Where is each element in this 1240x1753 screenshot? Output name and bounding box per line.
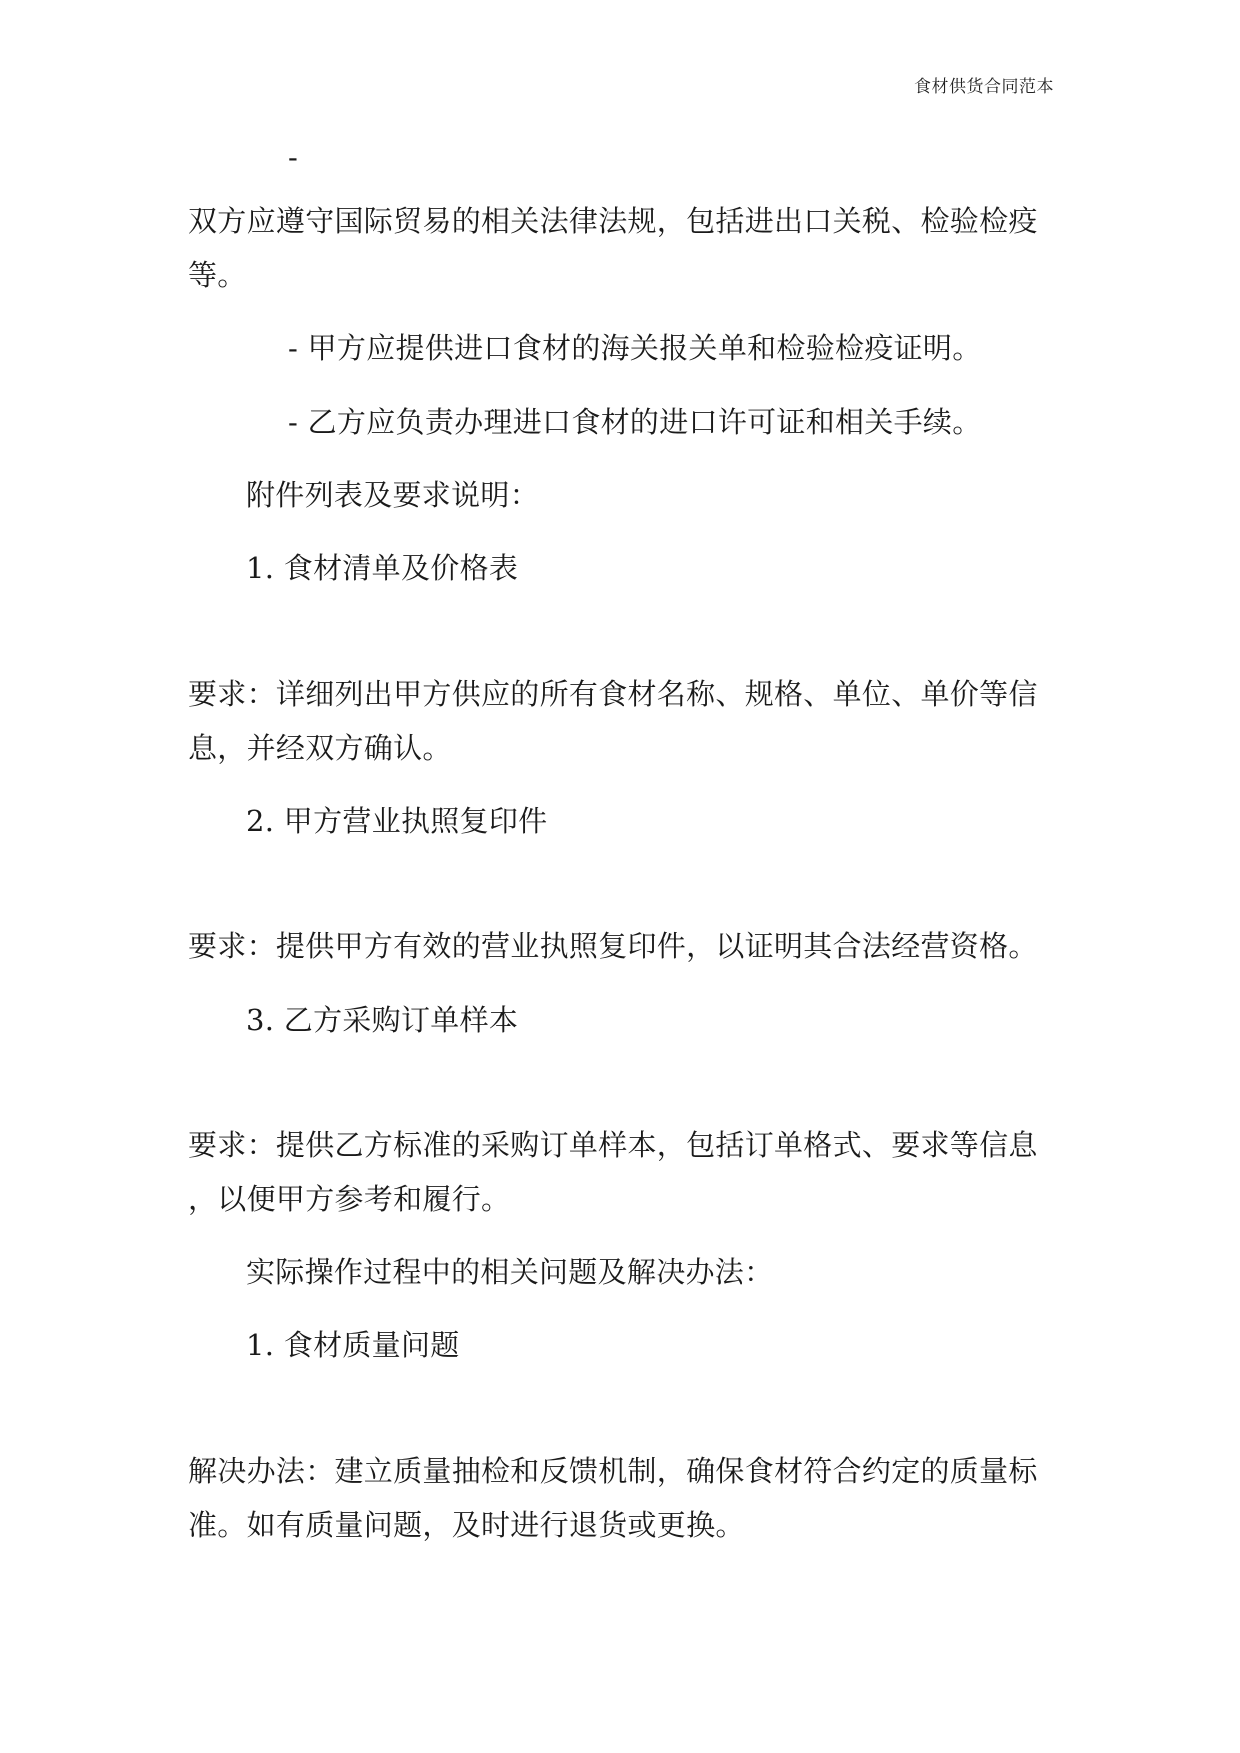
attachment-item-2: 2. 甲方营业执照复印件: [246, 804, 548, 838]
issue-item-1: 1. 食材质量问题: [246, 1328, 460, 1362]
attachment-1-requirement-line-2: 息，并经双方确认。: [188, 731, 452, 765]
attachment-item-1: 1. 食材清单及价格表: [246, 551, 519, 585]
issue-1-solution-line-2: 准。如有质量问题，及时进行退货或更换。: [188, 1508, 745, 1542]
attachment-1-requirement-line-1: 要求：详细列出甲方供应的所有食材名称、规格、单位、单价等信: [188, 677, 1038, 711]
bullet-party-b-license: - 乙方应负责办理进口食材的进口许可证和相关手续。: [288, 405, 982, 439]
attachment-2-requirement: 要求：提供甲方有效的营业执照复印件，以证明其合法经营资格。: [188, 929, 1038, 963]
section-heading-attachments: 附件列表及要求说明：: [246, 478, 540, 512]
bullet-party-a-customs: - 甲方应提供进口食材的海关报关单和检验检疫证明。: [288, 331, 982, 365]
attachment-item-3: 3. 乙方采购订单样本: [246, 1003, 519, 1037]
running-header: 食材供货合同范本: [914, 77, 1054, 97]
paragraph-trade-law-line-2: 等。: [188, 258, 247, 292]
attachment-3-requirement-line-1: 要求：提供乙方标准的采购订单样本，包括订单格式、要求等信息: [188, 1128, 1038, 1162]
attachment-3-requirement-line-2: ，以便甲方参考和履行。: [188, 1182, 511, 1216]
paragraph-trade-law-line-1: 双方应遵守国际贸易的相关法律法规，包括进出口关税、检验检疫: [188, 204, 1038, 238]
issue-1-solution-line-1: 解决办法：建立质量抽检和反馈机制，确保食材符合约定的质量标: [188, 1454, 1038, 1488]
dash-marker: -: [288, 140, 299, 174]
section-heading-issues: 实际操作过程中的相关问题及解决办法：: [246, 1255, 774, 1289]
